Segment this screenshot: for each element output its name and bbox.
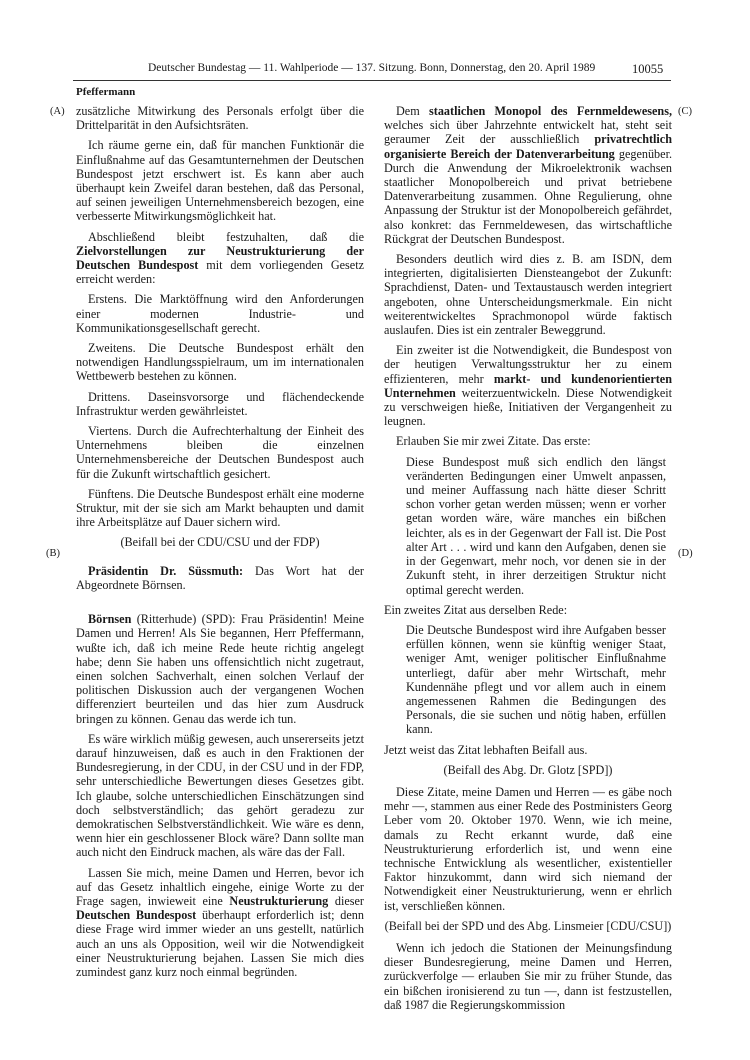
page-number: 10055 bbox=[632, 62, 664, 76]
right-column bbox=[384, 104, 672, 1018]
paragraph: Erlauben Sie mir zwei Zitate. Das erste: bbox=[396, 434, 591, 449]
quote-block: Die Deutsche Bundespost wird ihre Aufgaben besser erfüllen können, wenn sie künftig weniger Staat, weniger Amt, weniger politischer Einflußnahme unterliegt, dafür aber mehr Wirtschaft, mehr Kundennähe pflegt und vor allem auch in einem angemessenen Rahmen die Bedingungen des Personals, die sie suchen und nötig haben, erfüllen kann. bbox=[406, 622, 666, 737]
paragraph: Es wäre wirklich müßig gewesen, auch unsererseits jetzt darauf hinzuweisen, daß es auch in den Fraktionen der Bundesregierung, in der CDU, in der CSU und in der FDP, sehr unterschiedliche Bewertungen dieses Gesetzes gibt. Ich glaube, solche unterschiedlichen Einschätzungen sind doch selbstverständlich; das gehört geradezu zur demokratischen Selbstverständlichkeit. Wie wäre es denn, wenn hier ein geschlossener Block wäre? Dann sollte man auch nicht den Eindruck machen, als wäre das der Fall. bbox=[76, 731, 364, 860]
applause-note: (Beifall bei der SPD und des Abg. Linsmeier [CDU/CSU]) bbox=[384, 918, 672, 933]
applause-note: (Beifall bei der CDU/CSU und der FDP) bbox=[120, 535, 320, 550]
left-column bbox=[76, 104, 364, 985]
paragraph: Ein zweites Zitat aus derselben Rede: bbox=[384, 602, 568, 617]
paragraph: Erstens. Die Marktöffnung wird den Anforderungen einer modernen Industrie- und Kommunikationsgesellschaft gerecht. bbox=[76, 292, 364, 335]
speaker-intro: Börnsen (Ritterhude) (SPD): Frau Präsidentin! Meine Damen und Herren! Als Sie begannen, Herr Pfeffermann, wußte ich, daß ich meine Rede heute richtig angelegt habe; denn Sie haben uns offensichtlich nicht zugetraut, einen solchen Sachverhalt, einen solchen Verlauf der politischen Diskussion auch der vergangenen Wochen differenziert beurteilen und das hier zum Ausdruck bringen zu können. Genau das werde ich tun. bbox=[76, 612, 364, 726]
paragraph: Viertens. Durch die Aufrechterhaltung der Einheit des Unternehmens bleiben die einzelnen Unternehmensbereiche der Deutschen Bundespost auch für die Zukunft wirtschaftlich gesichert. bbox=[76, 424, 364, 481]
header-rule bbox=[73, 80, 671, 81]
paragraph: Dem staatlichen Monopol des Fernmeldewesens, welches sich über Jahrzehnte entwickelt hat, steht seit geraumer Zeit der ausschließlich privatrechtlich organisierte Bereich der Datenverarbeitung gegenüber. Durch die Anwendung der Mikroelektronik wachsen staatlicher Monopolbereich und privat betriebene Datenverarbeitung zusammen. Ohne Regulierung, ohne Anpassung der Struktur ist der Monopolbereich gefährdet, also konkret: das Fernmeldewesen, das wirtschaftliche Rückgrat der Deutschen Bundespost. bbox=[384, 104, 672, 246]
margin-mark-c: (C) bbox=[678, 106, 692, 117]
author-name: Pfeffermann bbox=[76, 86, 136, 98]
paragraph: Jetzt weist das Zitat lebhaften Beifall aus. bbox=[384, 742, 588, 757]
page-header bbox=[0, 62, 750, 78]
header-text: Deutscher Bundestag — 11. Wahlperiode — 137. Sitzung. Bonn, Donnerstag, den 20. April 1989 bbox=[148, 62, 596, 74]
paragraph: Wenn ich jedoch die Stationen der Meinungsfindung dieser Bundesregierung, meine Damen und Herren, zurückverfolge — erlauben Sie mir zu früher Stunde, das ein bißchen ironisierend zu tun —, dann ist festzustellen, daß 1987 die Regierungskommission bbox=[384, 940, 672, 1012]
paragraph: zusätzliche Mitwirkung des Personals erfolgt über die Drittelparität in den Aufsichtsräten. bbox=[76, 104, 364, 133]
margin-mark-d: (D) bbox=[678, 548, 693, 559]
paragraph: Fünftens. Die Deutsche Bundespost erhält eine moderne Struktur, mit der sie sich am Markt behaupten und damit ihre Arbeitsplätze auf Dauer sichern wird. bbox=[76, 486, 364, 530]
margin-mark-a: (A) bbox=[50, 106, 65, 117]
quote-block: Diese Bundespost muß sich endlich den längst veränderten Bedingungen einer Umwelt anpassen, und meiner Auffassung nach hätte dieser Schritt schon vorher getan werden müssen; wenn er vorher getan worden wäre, wäre manches ein bißchen leichter, als es in der Gegenwart der Fall ist. Die Post alter Art . . . wird und kann den Aufgaben, denen sie in der Gegenwart, mehr noch, vor denen sie in der Zukunft steht, in ihrer derzeitigen Struktur nicht optimal gerecht werden. bbox=[406, 454, 666, 597]
margin-mark-b: (B) bbox=[46, 548, 60, 559]
applause-note: (Beifall des Abg. Dr. Glotz [SPD]) bbox=[443, 762, 613, 777]
paragraph: Drittens. Daseinsvorsorge und flächendeckende Infrastruktur werden gewährleistet. bbox=[76, 389, 364, 418]
paragraph: Ich räume gerne ein, daß für manchen Funktionär die Einflußnahme auf das Gesamtunternehmen der Deutschen Bundespost jetzt erschwert ist. Es kann aber auch überhaupt kein Zweifel daran bestehen, daß das Personal, auf seinen jeweiligen Unternehmensbereich bezogen, eine verbesserte Mitwirkungsmöglichkeit hat. bbox=[76, 138, 364, 224]
paragraph: Zweitens. Die Deutsche Bundespost erhält den notwendigen Handlungsspielraum, um im internationalen Wettbewerb bestehen zu können. bbox=[76, 341, 364, 384]
paragraph: Diese Zitate, meine Damen und Herren — es gäbe noch mehr —, stammen aus einer Rede des Postministers Georg Leber vom 20. Oktober 1970. Wenn, wie ich meine, damals zu Recht erkannt wurde, daß eine Neustrukturierung erforderlich ist, und wenn eine technische Entwicklung als wesentlicher, existentieller Faktor hinzukommt, dann wird sich niemand der Notwendigkeit einer Neustrukturierung, wenn er ehrlich ist, verschließen können. bbox=[384, 784, 672, 913]
paragraph: Lassen Sie mich, meine Damen und Herren, bevor ich auf das Gesetz inhaltlich eingehe, einige Worte zu der Frage sagen, inwieweit eine Neustrukturierung dieser Deutschen Bundespost überhaupt erforderlich ist; denn diese Frage wird immer wieder an uns gestellt, natürlich auch an uns als Opposition, weil wir die Notwendigkeit einer Neustrukturierung bejahen. Lassen Sie mich dies zumindest ganz kurz noch einmal begründen. bbox=[76, 865, 364, 979]
president-remark: Präsidentin Dr. Süssmuth: Das Wort hat der Abgeordnete Börnsen. bbox=[76, 563, 364, 592]
paragraph: Ein zweiter ist die Notwendigkeit, die Bundespost von der heutigen Verwaltungsstruktur her zu einem effizienteren, mehr markt- und kundenorientierten Unternehmen weiterzuentwickeln. Diese Notwendigkeit zu verschweigen hieße, Initiativen der Vergangenheit zu leugnen. bbox=[384, 343, 672, 429]
paragraph: Besonders deutlich wird dies z. B. am ISDN, dem integrierten, digitalisierten Diensteangebot der Zukunft: Sprachdienst, Daten- und Textaustausch werden integriert angeboten, ohne Unterscheidungsmerkmale. Ein nicht weiterentwickeltes Sprachmonopol würde faktisch auslaufen. Dies ist ein zentraler Beweggrund. bbox=[384, 252, 672, 338]
paragraph: Abschließend bleibt festzuhalten, daß die Zielvorstellungen zur Neustrukturierung der Deutschen Bundespost mit dem vorliegenden Gesetz erreicht werden: bbox=[76, 229, 364, 287]
